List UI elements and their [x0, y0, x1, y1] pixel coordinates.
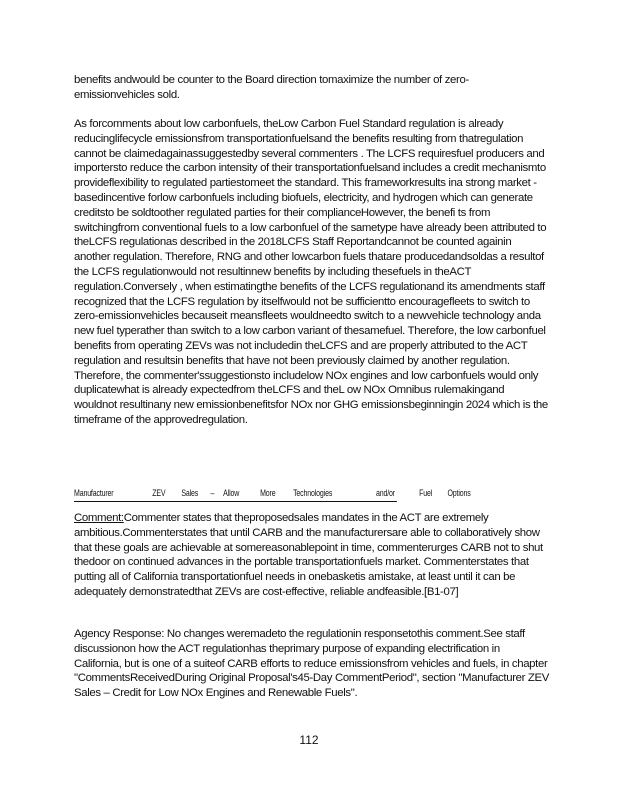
comment-text: Commenter states that theproposedsales mandates in the ACT are extremely ambitious.Commenterstates that until CARB and the manufacturersare able to collaboratively show that these goals are achievable at somereasonablepoint in time, commenterurges CARB not to shut thedoor on continued advances in the portable transportationfuels market. Commenterstates that putting all of California transportationfuel needs in onebasketis amistake, at least until it can be adequately demonstratedthat ZEVs are cost-effective, reliable andfeasible.[B1-07] — [74, 512, 543, 598]
heading-word: Technologies — [293, 488, 333, 498]
heading-word: Options — [447, 488, 471, 498]
heading-word: Manufacturer — [74, 488, 114, 498]
heading-word: Allow — [223, 488, 240, 498]
heading-word: Fuel — [419, 488, 433, 498]
section-heading — [74, 486, 471, 502]
paragraph-agency-response: Agency Response: No changes weremadeto the regulationin responsetothis comment.See staff discussionon how the ACT regulationhas theprimary purpose of expanding electrification in California, but is one of a suiteof CARB efforts to reduce emissionsfrom vehicles and fuels, in chapter "CommentsReceivedDuring Original Proposal's45-Day CommentPeriod", section "Manufacturer ZEV Sales – Credit for Low NOx Engines and Renewable Fuels". — [74, 628, 549, 700]
heading-word: ZEV — [152, 488, 166, 498]
heading-word: and/or — [376, 488, 395, 498]
paragraph-comment — [74, 511, 549, 600]
heading-word: – — [210, 488, 215, 498]
paragraph-lcfs: As forcomments about low carbonfuels, theLow Carbon Fuel Standard regulation is already reducinglifecycle emissionsfrom transportationfuelsand the benefits resulting from thatregulation cannot be claimedagainassuggestedby several commenters . The LCFS requiresfuel producers and importersto reduce the carbon intensity of their transportationfuelsand includes a credit mechanismto provideflexibility to regulated partiestomeet the standard. This frameworkresults ina strong market -basedincentive forlow carbonfuels including biofuels, electricity, and hydrogen which can generate creditsto be soldtoother regulated parties for their complianceHowever, the benefi ts from switchingfrom conventional fuels to a low carbonfuel of the sametype have already been attributed to theLCFS regulationas described in the 2018LCFS Staff Reportandcannot be counted againin another regulation. Therefore, RNG and other lowcarbon fuels thatare producedandsoldas a resultof the LCFS regulationwould not resultinnew benefits by including thesefuels in theACT regulation.Conversely , when estimatingthe benefits of the LCFS regulationand its amendments staff recognized that the LCFS regulation by itselfwould not be sufficientto encouragefleets to switch to zero-emissionvehicles becauseit meansfleets wouldneedto switch to a newvehicle technology anda new fuel typerather than switch to a low carbon variant of thesamefuel. Therefore, the low carbonfuel benefits from operating ZEVs was not includedin theLCFS and are properly attributed to the ACT regulation and resultsin benefits that have not been previously claimed by another regulation. Therefore, the commenter'ssuggestionsto includelow NOx engines and low carbonfuels would only duplicatewhat is already expectedfrom theLCFS and theL ow NOx Omnibus rulemakingand wouldnot resultinany new emissionbenefitsfor NOx nor GHG emissionsbeginningin 2024 which is the timeframe of the approvedregulation. — [74, 118, 548, 426]
heading-word: Sales — [181, 488, 199, 498]
page-number: 112 — [299, 733, 319, 747]
paragraph-intro: benefits andwould be counter to the Board direction tomaximize the number of zero-emissionvehicles sold. — [74, 74, 469, 101]
comment-label: Comment: — [74, 512, 124, 524]
heading-word: More — [260, 488, 276, 498]
